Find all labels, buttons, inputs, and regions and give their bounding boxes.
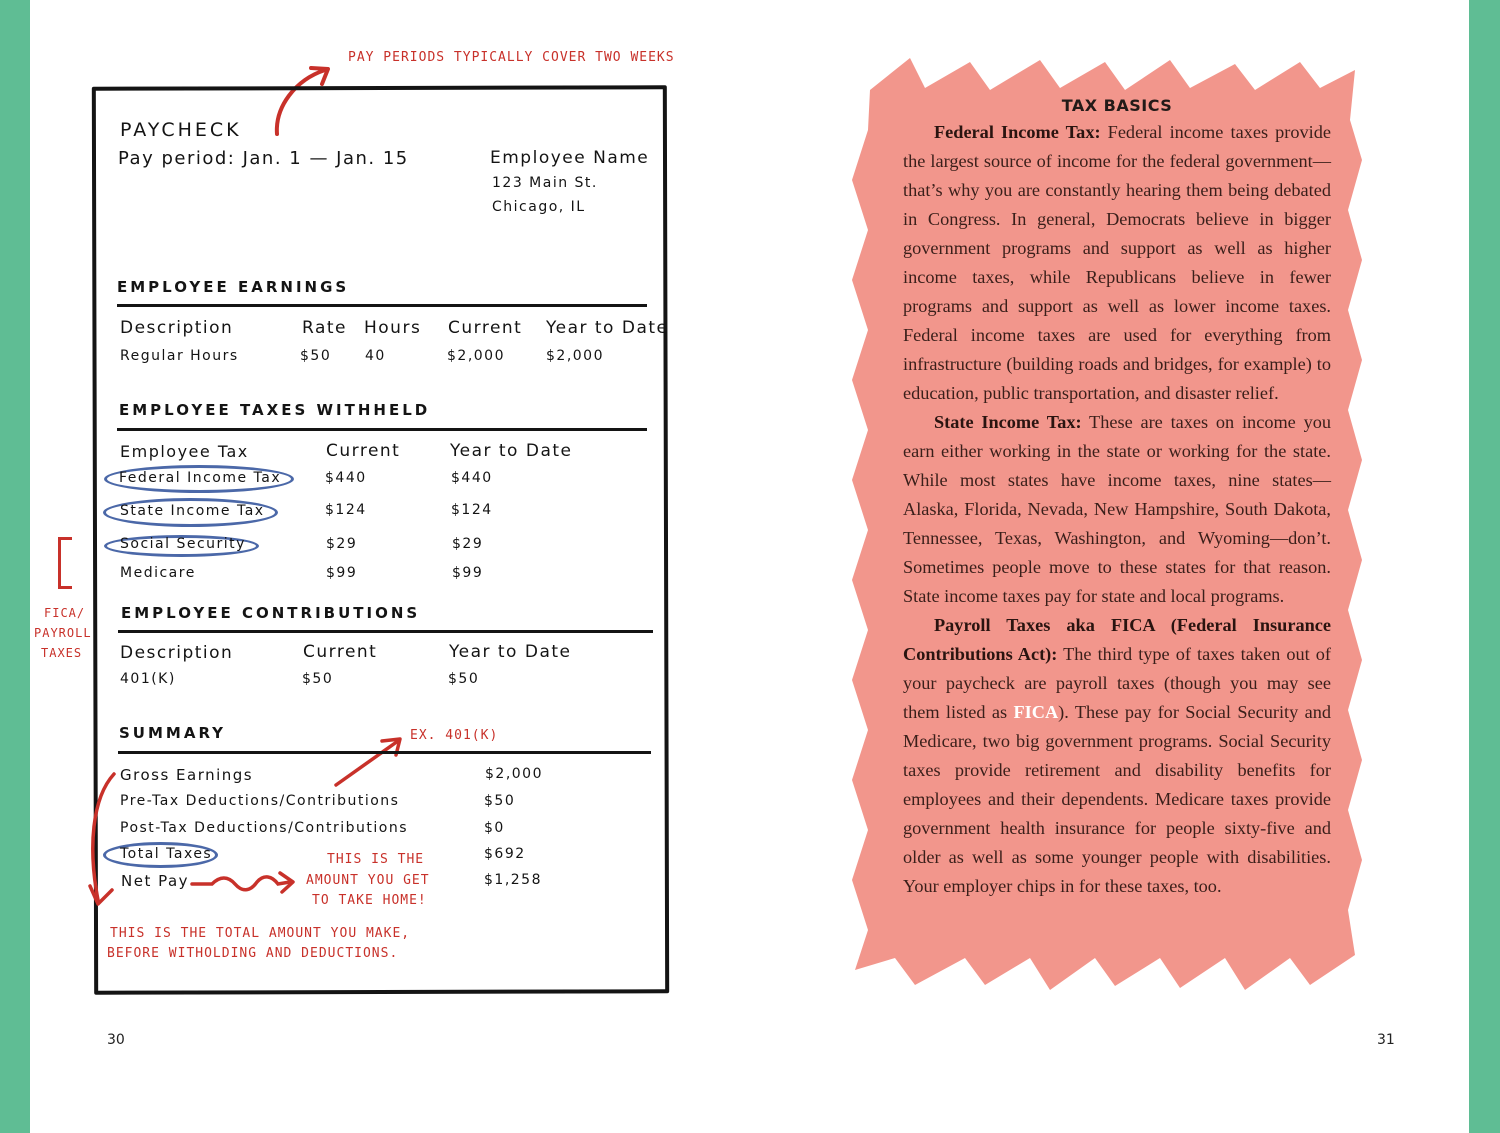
divider: [118, 630, 653, 633]
taxes-heading: EMPLOYEE TAXES WITHHELD: [119, 401, 431, 419]
fica-highlight: FICA: [1013, 702, 1059, 722]
tax-ytd: $29: [452, 536, 484, 552]
tax-ytd: $99: [452, 565, 484, 581]
fica-annotation-line2: PAYROLL: [34, 626, 92, 640]
paycheck-title: PAYCHECK: [120, 119, 242, 141]
earnings-description: Regular Hours: [120, 348, 239, 364]
curved-arrow-icon: [84, 768, 124, 913]
term: Federal Income Tax:: [934, 122, 1101, 142]
pay-period-annotation: PAY PERIODS TYPICALLY COVER TWO WEEKS: [348, 50, 675, 65]
page-edge-left: [0, 0, 30, 1133]
gross-annotation-line1: THIS IS THE TOTAL AMOUNT YOU MAKE,: [110, 926, 411, 941]
tax-current: $29: [326, 536, 358, 552]
summary-value: $2,000: [485, 766, 543, 782]
tax-ytd: $124: [451, 502, 493, 518]
gross-annotation-line2: BEFORE WITHOLDING AND DEDUCTIONS.: [107, 946, 399, 961]
earnings-rate: $50: [300, 348, 332, 364]
col-hours: Hours: [364, 318, 422, 338]
term: State Income Tax:: [934, 412, 1082, 432]
summary-heading: SUMMARY: [119, 724, 227, 742]
page-edge-right: [1469, 0, 1500, 1133]
divider: [117, 304, 647, 307]
tax-current: $124: [325, 502, 367, 518]
summary-label: Post-Tax Deductions/Contributions: [120, 820, 409, 836]
arrow-icon: [330, 735, 410, 790]
tax-basics-callout: [903, 92, 1331, 901]
contribution-ytd: $50: [448, 671, 480, 687]
tax-name: Medicare: [120, 565, 196, 581]
divider: [118, 751, 651, 754]
col-employee-tax: Employee Tax: [120, 442, 249, 461]
col-description: Description: [120, 643, 234, 663]
summary-label: Gross Earnings: [120, 766, 254, 784]
ex-401k-annotation: EX. 401(K): [410, 728, 499, 743]
state-income-tax-paragraph: State Income Tax: These are taxes on income you earn either working in the state or working for the state. While most states have income taxes, nine states—Alaska, Florida, Nevada, New Hampshire, South Dakota, Tennessee, Texas, Washington, and Wyoming—don’t. Sometimes people move to these states for that reason. State income taxes pay for state and local programs.: [903, 412, 1331, 606]
tax-name: State Income Tax: [120, 503, 265, 519]
col-description: Description: [120, 318, 234, 338]
col-current: Current: [326, 441, 401, 461]
page-number-left: 30: [107, 1032, 125, 1048]
bracket-icon: [58, 537, 72, 589]
summary-label: Net Pay: [121, 872, 190, 890]
term: Payroll Taxes aka FICA (Federal Insurance Contributions Act):: [903, 615, 1331, 664]
tax-current: $99: [326, 565, 358, 581]
contributions-heading: EMPLOYEE CONTRIBUTIONS: [121, 604, 421, 622]
employee-address-line1: 123 Main St.: [492, 175, 598, 191]
summary-label: Pre-Tax Deductions/Contributions: [120, 793, 400, 809]
summary-value: $692: [484, 846, 526, 862]
col-ytd: Year to Date: [546, 318, 669, 338]
employee-name: Employee Name: [490, 148, 650, 168]
net-pay-annotation-line3: TO TAKE HOME!: [312, 893, 427, 908]
payroll-taxes-paragraph: Payroll Taxes aka FICA (Federal Insurance Contributions Act): The third type of taxes taken out of your paycheck are payroll taxes (though you may see them listed as FICA). These pay for Social Security and Medicare, two big government programs. Social Security taxes provide retirement and disability benefits for employees and their dependents. Medicare taxes provide government health insurance for people sixty-five and older as well as some younger people with disabilities. Your employer chips in for these taxes, too.: [903, 615, 1331, 896]
federal-income-tax-paragraph: Federal Income Tax: Federal income taxes provide the largest source of income for the federal government—that’s why you are constantly hearing them being debated in Congress. In general, Democrats believe in bigger government programs and support as well as higher income taxes, while Republicans believe in fewer programs and support as well as lower income taxes. Federal income taxes are used for everything from infrastructure (building roads and bridges, for example) to education, public transportation, and disaster relief.: [903, 122, 1332, 403]
col-current: Current: [303, 642, 378, 662]
summary-label: Total Taxes: [120, 846, 213, 862]
tax-current: $440: [325, 470, 367, 486]
earnings-ytd: $2,000: [546, 348, 604, 364]
earnings-heading: EMPLOYEE EARNINGS: [117, 278, 350, 296]
contribution-description: 401(K): [120, 671, 176, 687]
divider: [117, 428, 647, 431]
pay-period: Pay period: Jan. 1 — Jan. 15: [118, 148, 409, 169]
tax-name: Social Security: [120, 536, 246, 552]
contribution-current: $50: [302, 671, 334, 687]
employee-address-line2: Chicago, IL: [492, 199, 586, 215]
squiggle-arrow-icon: [190, 868, 300, 898]
earnings-current: $2,000: [447, 348, 505, 364]
tax-ytd: $440: [451, 470, 493, 486]
callout-heading: TAX BASICS: [1061, 96, 1173, 115]
summary-value: $50: [484, 793, 516, 809]
summary-value: $1,258: [484, 872, 542, 888]
summary-value: $0: [484, 820, 505, 836]
fica-annotation-line1: FICA/: [44, 606, 86, 620]
col-ytd: Year to Date: [450, 441, 573, 461]
net-pay-annotation-line2: AMOUNT YOU GET: [306, 873, 430, 888]
col-ytd: Year to Date: [449, 642, 572, 662]
col-rate: Rate: [302, 318, 347, 338]
tax-name: Federal Income Tax: [119, 470, 282, 486]
col-current: Current: [448, 318, 523, 338]
fica-annotation-line3: TAXES: [41, 646, 83, 660]
net-pay-annotation-line1: THIS IS THE: [327, 852, 425, 867]
page-number-right: 31: [1377, 1032, 1395, 1048]
earnings-hours: 40: [365, 348, 386, 364]
